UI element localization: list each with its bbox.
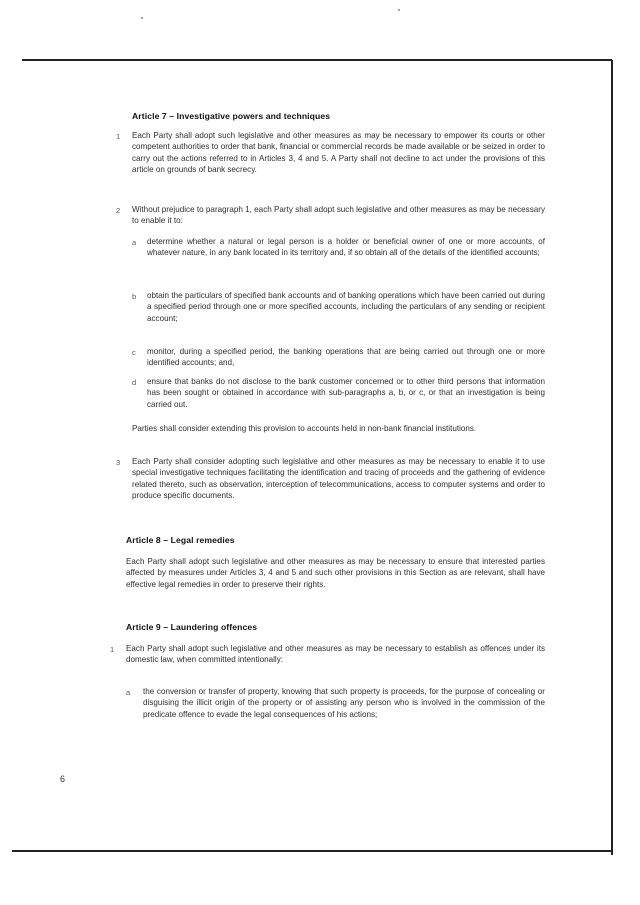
article-7-closing: Parties shall consider extending this provision to accounts held in non-bank financial institutions. [132, 424, 477, 433]
bottom-rule [12, 850, 612, 852]
item-letter: c [132, 348, 136, 357]
article-9-heading: Article 9 – Laundering offences [126, 622, 258, 632]
right-rule [611, 60, 613, 855]
top-rule [22, 59, 612, 61]
article-7-item-b: obtain the particulars of specified bank accounts and of banking operations which have been carried out during a specified period through one or more specified accounts, including the particulars of any sending or recipient account; [147, 291, 545, 323]
paragraph-number: 2 [116, 206, 121, 215]
item-letter: b [132, 292, 137, 301]
item-letter: a [132, 238, 137, 247]
paragraph-number: 1 [116, 132, 121, 141]
article-9-item-a: the conversion or transfer of property, knowing that such property is proceeds, for the purpose of concealing or disguising the illicit origin of the property or of assisting any person who is involved in the commission of the predicate offence to evade the legal consequences of his actions; [143, 687, 545, 719]
article-7-item-a: determine whether a natural or legal person is a holder or beneficial owner of one or more accounts, of whatever nature, in any bank located in its territory and, if so obtain all of the details of the identified accounts; [147, 237, 545, 258]
article-8-paragraph: Each Party shall adopt such legislative and other measures as may be necessary to ensure that interested parties affected by measures under Articles 3, 4 and 5 and such other provisions in this Section as are relevant, shall have effective legal remedies in order to preserve their rights. [126, 557, 545, 589]
article-9-paragraph-1: Each Party shall adopt such legislative and other measures as may be necessary to establish as offences under its domestic law, when committed intentionally: [126, 644, 545, 665]
article-7-item-c: monitor, during a specified period, the banking operations that are being carried out through one or more identified accounts; and, [147, 347, 545, 368]
scan-speck [141, 17, 143, 19]
article-7-heading: Article 7 – Investigative powers and techniques [132, 111, 331, 121]
paragraph-number: 3 [116, 458, 121, 467]
scan-speck [398, 9, 400, 11]
page-number: 6 [60, 774, 66, 784]
item-letter: a [126, 688, 131, 697]
article-7-paragraph-1: Each Party shall adopt such legislative and other measures as may be necessary to empower its courts or other competent authorities to order that bank, financial or commercial records be made available or be seized in order to carry out the actions referred to in Articles 3, 4 and 5. A Party shall not decline to act under the provisions of this article on grounds of bank secrecy. [132, 131, 545, 175]
article-7-paragraph-3: Each Party shall consider adopting such legislative and other measures as may be necessary to enable it to use special investigative techniques facilitating the identification and tracing of proceeds and the gathering of evidence related thereto, such as observation, interception of telecommunications, access to computer systems and order to produce specific documents. [132, 457, 545, 501]
paragraph-number: 1 [110, 645, 115, 654]
article-8-heading: Article 8 – Legal remedies [126, 535, 235, 545]
article-7-paragraph-2: Without prejudice to paragraph 1, each Party shall adopt such legislative and other measures as may be necessary to enable it to: [132, 205, 545, 226]
item-letter: d [132, 378, 137, 387]
article-7-item-d: ensure that banks do not disclose to the bank customer concerned or to other third persons that information has been sought or obtained in accordance with sub-paragraphs a, b, or c, or that an investigation is being carried out. [147, 377, 545, 409]
